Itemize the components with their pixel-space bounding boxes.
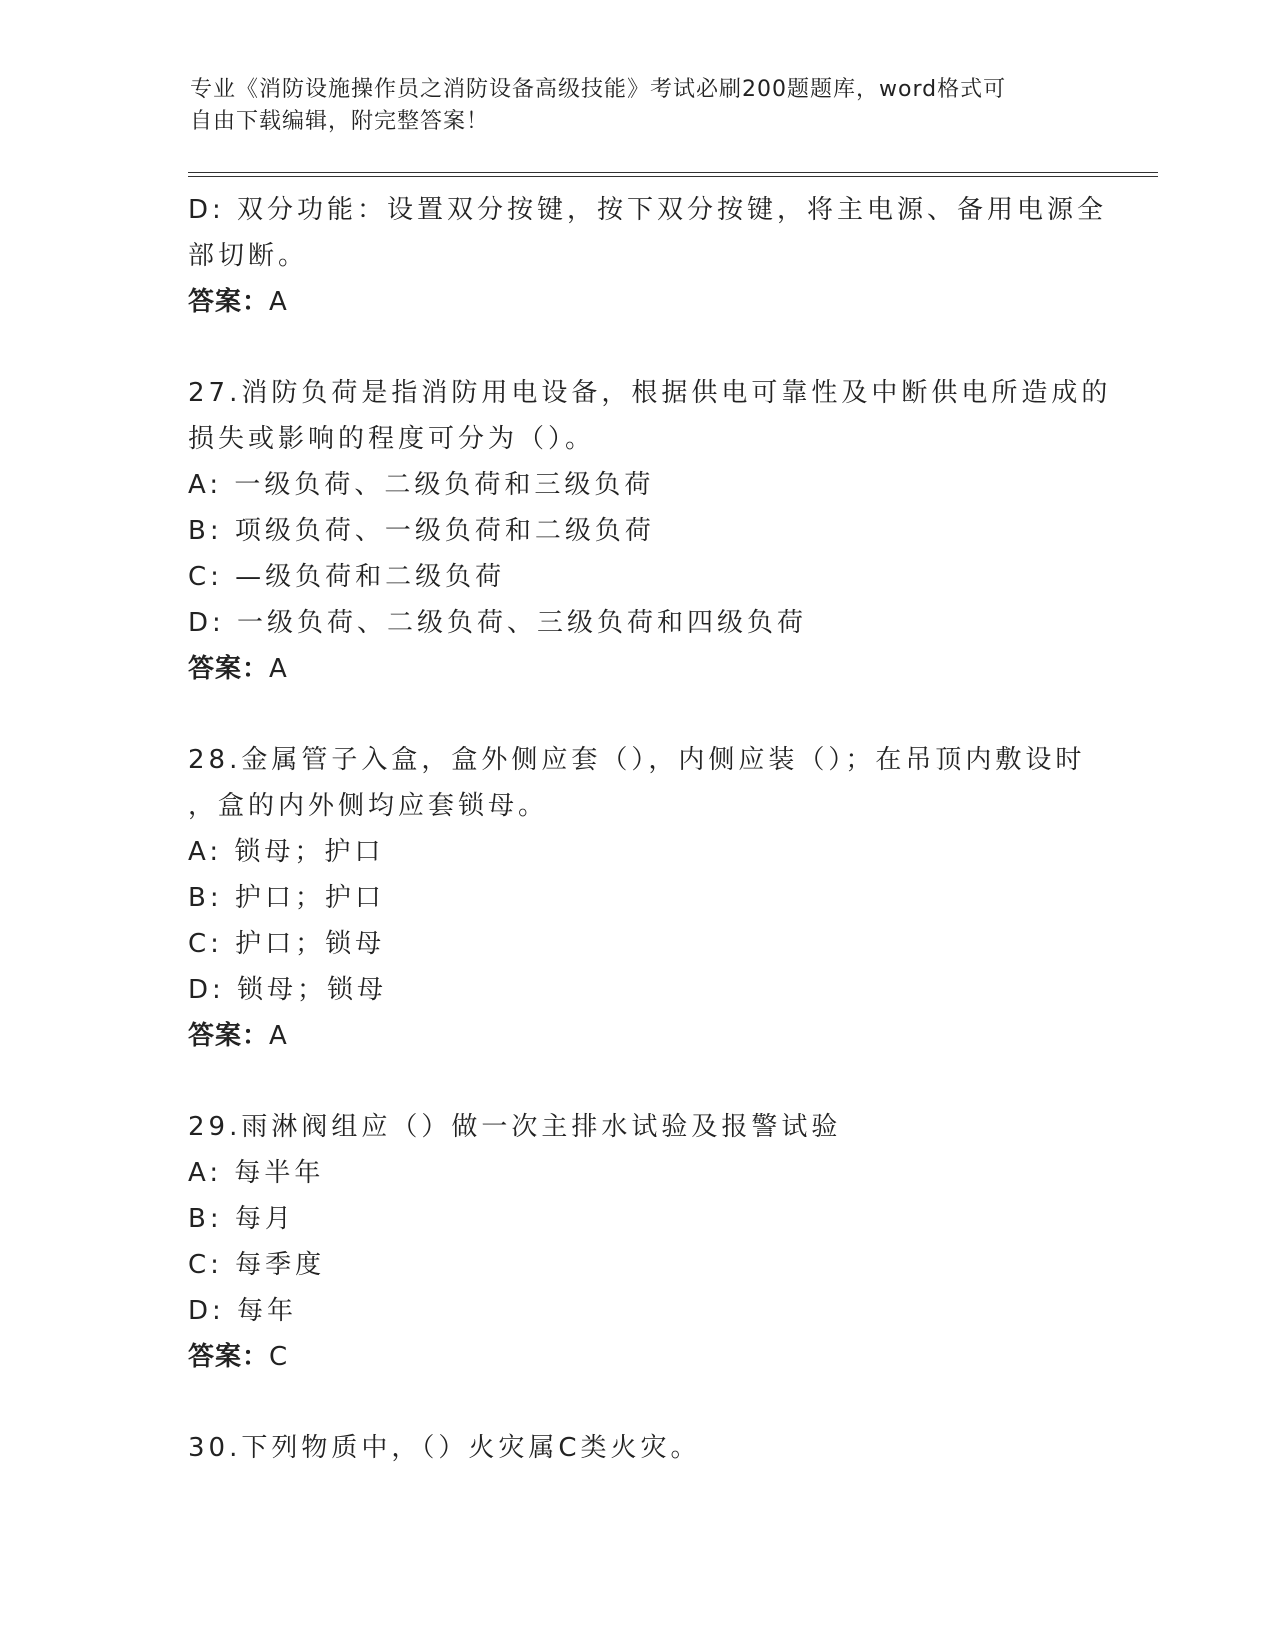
question-30-stem: 30.下列物质中，（）火灾属C类火灾。 <box>188 1433 701 1463</box>
option-d: D: 每年 <box>188 1296 298 1326</box>
document-header <box>190 74 1090 138</box>
answer <box>188 1334 1108 1380</box>
answer <box>188 646 1108 692</box>
option-c: C: 护口；锁母 <box>188 929 386 959</box>
spacer <box>188 325 1108 370</box>
answer-value: A <box>269 1021 288 1051</box>
answer-label: 答案： <box>188 1342 270 1372</box>
option-d: D: 一级负荷、二级负荷、三级负荷和四级负荷 <box>188 608 808 638</box>
option-a: A: 一级负荷、二级负荷和三级负荷 <box>188 470 655 500</box>
answer-value: A <box>269 654 288 684</box>
answer-label: 答案： <box>188 654 270 684</box>
option-c: C: —级负荷和二级负荷 <box>188 562 506 592</box>
header-rule-bottom <box>188 176 1158 177</box>
spacer <box>188 1380 1108 1425</box>
option-d-continued: 部切断。 <box>188 241 309 271</box>
answer-value: C <box>269 1342 289 1372</box>
question-27-stem-continued: 损失或影响的程度可分为（）。 <box>188 424 596 454</box>
spacer <box>188 692 1108 737</box>
answer-label: 答案： <box>188 287 270 317</box>
header-line-1: 专业《消防设施操作员之消防设备高级技能》考试必刷200题题库，word格式可 <box>190 77 1007 102</box>
answer <box>188 279 1108 325</box>
option-d: D: 锁母；锁母 <box>188 975 388 1005</box>
option-a: A: 每半年 <box>188 1158 325 1188</box>
option-a: A: 锁母；护口 <box>188 837 385 867</box>
option-d: D: 双分功能：设置双分按键，按下双分按键，将主电源、备用电源全 <box>188 195 1108 225</box>
question-29-stem: 29.雨淋阀组应（）做一次主排水试验及报警试验 <box>188 1112 842 1142</box>
header-rule-top <box>188 172 1158 173</box>
answer-value: A <box>269 287 288 317</box>
option-b: B: 项级负荷、一级负荷和二级负荷 <box>188 516 655 546</box>
answer-label: 答案： <box>188 1021 270 1051</box>
option-b: B: 护口；护口 <box>188 883 385 913</box>
question-27-stem: 27.消防负荷是指消防用电设备，根据供电可靠性及中断供电所造成的 <box>188 378 1112 408</box>
header-line-2: 自由下载编辑，附完整答案！ <box>190 109 490 134</box>
document-body <box>188 187 1112 1471</box>
option-c: C: 每季度 <box>188 1250 326 1280</box>
question-28-stem-continued: ，盒的内外侧均应套锁母。 <box>188 791 549 821</box>
question-28-stem: 28.金属管子入盒，盒外侧应套（），内侧应装（）；在吊顶内敷设时 <box>188 745 1086 775</box>
answer <box>188 1013 1108 1059</box>
option-b: B: 每月 <box>188 1204 295 1234</box>
spacer <box>188 1059 1108 1104</box>
